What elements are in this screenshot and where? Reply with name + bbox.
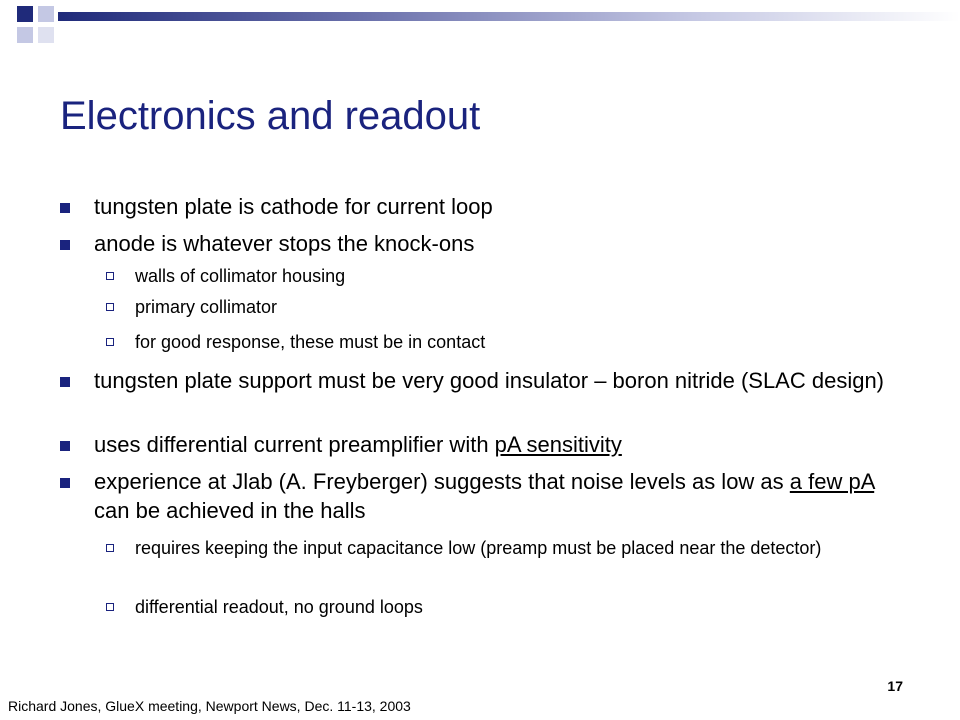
footer-text: Richard Jones, GlueX meeting, Newport News, Dec. 11-13, 2003: [8, 698, 411, 714]
sub-bullet-item: requires keeping the input capacitance low (preamp must be placed near the detector): [135, 536, 905, 561]
slide-title: Electronics and readout: [60, 94, 481, 138]
bullet-item: anode is whatever stops the knock-ons: [94, 229, 904, 258]
sub-bullet-item: primary collimator: [135, 295, 905, 320]
sub-bullet-item: differential readout, no ground loops: [135, 595, 905, 620]
sub-bullet-item: for good response, these must be in contact: [135, 330, 905, 355]
bullet-item: tungsten plate support must be very good insulator – boron nitride (SLAC design): [94, 366, 904, 395]
bullet-item: tungsten plate is cathode for current loop: [94, 192, 904, 221]
underlined-text: pA sensitivity: [494, 432, 622, 457]
bullet-item: [94, 430, 904, 459]
bullet-text: experience at Jlab (A. Freyberger) suggests that noise levels as low as: [94, 469, 790, 494]
bullet-text: uses differential current preamplifier with: [94, 432, 495, 457]
page-number: 17: [887, 678, 903, 694]
underlined-text: a few pA: [789, 469, 875, 494]
bullet-text: can be achieved in the halls: [94, 498, 366, 523]
sub-bullet-item: walls of collimator housing: [135, 264, 905, 289]
bullet-item: [94, 467, 904, 525]
